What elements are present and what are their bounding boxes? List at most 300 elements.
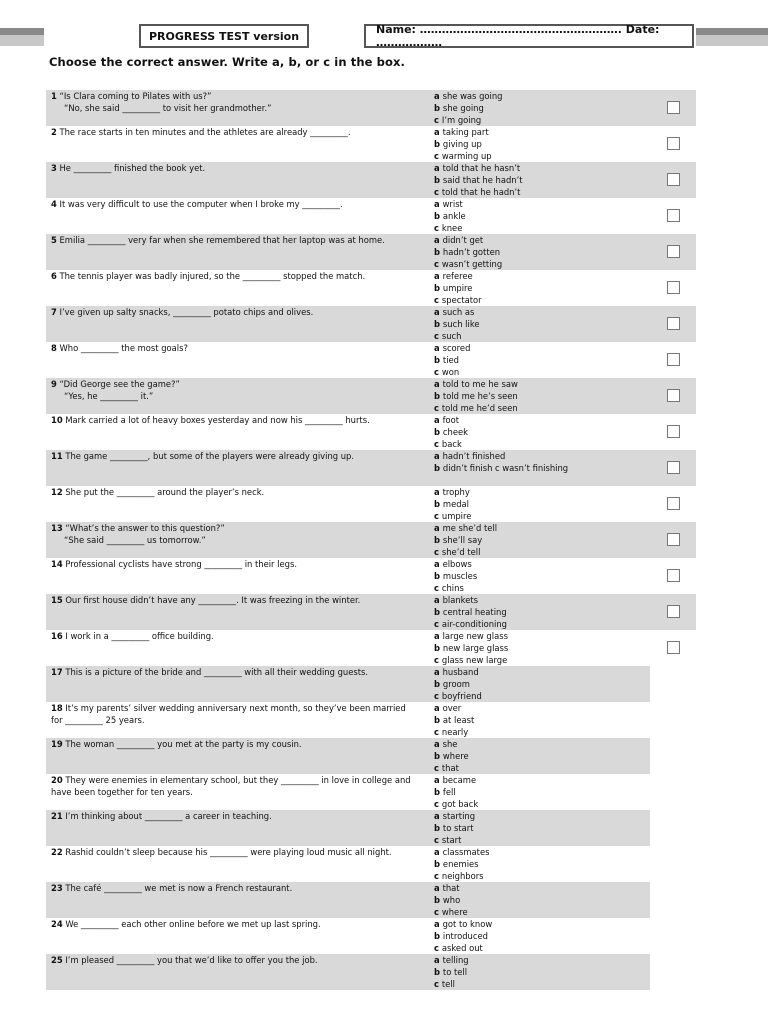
option-letter: b [434, 174, 443, 185]
question-row [46, 270, 696, 306]
option-letter: a [434, 919, 443, 929]
option-text: tell [441, 978, 455, 989]
question-row [46, 846, 696, 882]
option-text: hadn’t gotten [442, 246, 501, 257]
answer-box[interactable] [667, 605, 680, 618]
option-text: wasn’t getting [441, 258, 503, 269]
answer-box[interactable] [667, 317, 680, 330]
option-letter: b [434, 750, 443, 761]
question-prompt: I’ve given up salty snacks, _________ potato chips and olives. [59, 307, 314, 317]
question-prompt-line2: “She said _________ us tomorrow.” [64, 534, 206, 545]
option-c [434, 295, 634, 307]
question-text [51, 631, 419, 643]
answer-box[interactable] [667, 389, 680, 402]
option-letter: a [434, 343, 443, 353]
question-prompt-line2: “Yes, he _________ it.” [64, 390, 154, 401]
question-number: 17 [51, 667, 63, 677]
option-letter: a [434, 379, 443, 389]
option-letter: b [434, 426, 443, 437]
question-prompt: I’m thinking about _________ a career in teaching. [65, 811, 272, 821]
option-text: central heating [442, 606, 507, 617]
option-letter: b [434, 462, 443, 473]
question-prompt: The café _________ we met is now a French restaurant. [65, 883, 293, 893]
option-letter: a [434, 163, 443, 173]
option-text: didn’t get [442, 235, 484, 245]
question-number: 7 [51, 307, 57, 317]
question-prompt: It was very difficult to use the computer when I broke my _________. [59, 199, 343, 209]
question-row [46, 738, 650, 774]
answer-options [434, 91, 634, 126]
option-a [434, 271, 634, 283]
option-b [434, 535, 634, 547]
option-a [434, 919, 634, 931]
option-letter: c [434, 978, 442, 989]
answer-box[interactable] [667, 461, 680, 474]
option-b [434, 931, 634, 943]
answer-box[interactable] [667, 173, 680, 186]
answer-box[interactable] [667, 137, 680, 150]
option-letter: b [434, 858, 443, 869]
option-letter: b [434, 570, 443, 581]
question-text [51, 811, 419, 823]
answer-options [434, 415, 634, 450]
option-a [434, 775, 634, 787]
option-text: nearly [441, 726, 469, 737]
option-b [434, 211, 634, 223]
question-row [46, 954, 650, 990]
question-row [46, 162, 696, 198]
answer-box[interactable] [667, 497, 680, 510]
option-letter: b [434, 606, 443, 617]
option-letter: b [434, 642, 443, 653]
option-letter: c [434, 942, 442, 953]
option-c [434, 763, 634, 775]
answer-options [434, 703, 634, 738]
option-a [434, 703, 634, 715]
option-letter: a [434, 811, 443, 821]
option-letter: b [434, 318, 443, 329]
question-number: 24 [51, 919, 63, 929]
option-text: got back [441, 798, 479, 809]
question-row [46, 378, 696, 414]
question-prompt: The tennis player was badly injured, so the _________ stopped the match. [59, 271, 366, 281]
option-letter: a [434, 127, 443, 137]
answer-options [434, 883, 634, 918]
question-row [46, 810, 650, 846]
option-letter: c [434, 186, 442, 197]
answer-box[interactable] [667, 353, 680, 366]
option-text: introduced [442, 930, 488, 941]
option-letter: c [434, 834, 442, 845]
option-text: where [442, 750, 469, 761]
option-text: starting [442, 811, 476, 821]
option-c [434, 547, 634, 559]
option-c [434, 583, 634, 595]
option-a [434, 847, 634, 859]
question-number: 16 [51, 631, 63, 641]
question-number: 25 [51, 955, 63, 965]
question-prompt: This is a picture of the bride and _________ with all their wedding guests. [65, 667, 369, 677]
option-c [434, 115, 634, 127]
option-a [434, 379, 634, 391]
option-text: she’d tell [441, 546, 481, 557]
answer-options [434, 559, 634, 594]
option-a [434, 91, 634, 103]
option-text: scored [442, 343, 471, 353]
question-text [51, 127, 419, 139]
option-text: said that he hadn’t [442, 174, 523, 185]
question-number: 8 [51, 343, 57, 353]
option-text: to tell [442, 966, 468, 977]
question-prompt: The race starts in ten minutes and the athletes are already _________. [59, 127, 351, 137]
question-text [51, 163, 419, 175]
option-text: boyfriend [441, 690, 482, 701]
answer-options [434, 199, 634, 234]
answer-box[interactable] [667, 209, 680, 222]
option-letter: b [434, 282, 443, 293]
option-a [434, 235, 634, 247]
option-letter: a [434, 883, 443, 893]
question-text [51, 847, 419, 859]
option-text: that [442, 883, 460, 893]
option-c [434, 619, 634, 631]
option-text: husband [442, 667, 479, 677]
question-row [46, 450, 696, 486]
question-prompt: He _________ finished the book yet. [59, 163, 206, 173]
answer-options [434, 955, 634, 990]
question-prompt: The woman _________ you met at the party is my cousin. [65, 739, 302, 749]
answer-options [434, 379, 634, 414]
question-prompt: Rashid couldn’t sleep because his _________ were playing loud music all night. [65, 847, 392, 857]
answer-options [434, 343, 634, 378]
option-c [434, 403, 634, 415]
question-row [46, 666, 650, 702]
answer-options [434, 487, 634, 522]
option-text: me she’d tell [442, 523, 498, 533]
option-c [434, 259, 634, 271]
right-edge-bar [696, 28, 768, 46]
option-b [434, 247, 634, 259]
option-text: won [441, 366, 460, 377]
answer-box[interactable] [667, 101, 680, 114]
answer-options [434, 235, 634, 270]
question-number: 14 [51, 559, 63, 569]
question-number: 22 [51, 847, 63, 857]
option-b [434, 859, 634, 871]
option-letter: b [434, 714, 443, 725]
option-letter: c [434, 798, 442, 809]
option-letter: a [434, 271, 443, 281]
option-text: she was going [442, 91, 503, 101]
option-letter: a [434, 415, 443, 425]
option-text: cheek [442, 426, 468, 437]
question-number: 11 [51, 451, 63, 461]
answer-box[interactable] [667, 425, 680, 438]
question-number: 19 [51, 739, 63, 749]
option-b [434, 103, 634, 115]
question-prompt: The game _________, but some of the players were already giving up. [65, 451, 355, 461]
option-text: she [442, 739, 458, 749]
question-number: 5 [51, 235, 57, 245]
option-c [434, 151, 634, 163]
option-letter: b [434, 822, 443, 833]
question-text [51, 667, 419, 679]
option-text: didn’t finish c wasn’t finishing [442, 462, 569, 473]
option-letter: b [434, 390, 443, 401]
option-a [434, 955, 634, 967]
option-letter: b [434, 678, 443, 689]
option-c [434, 691, 634, 703]
option-text: who [442, 894, 461, 905]
option-text: referee [442, 271, 473, 281]
option-text: fell [442, 786, 456, 797]
option-text: such [441, 330, 462, 341]
question-text [51, 379, 419, 403]
option-b [434, 715, 634, 727]
option-letter: c [434, 438, 442, 449]
option-a [434, 415, 634, 427]
option-letter: b [434, 102, 443, 113]
option-letter: c [434, 762, 442, 773]
option-text: umpire [442, 282, 473, 293]
option-letter: a [434, 451, 443, 461]
option-text: foot [442, 415, 460, 425]
option-letter: a [434, 667, 443, 677]
option-letter: b [434, 966, 443, 977]
option-b [434, 571, 634, 583]
question-prompt: They were enemies in elementary school, but they _________ in love in college and have been together for ten years. [51, 775, 411, 797]
answer-box[interactable] [667, 281, 680, 294]
name-date-field[interactable]: Name: ………………………………………………. Date: ……………… [364, 24, 694, 48]
option-letter: a [434, 199, 443, 209]
option-a [434, 199, 634, 211]
question-row [46, 594, 696, 630]
answer-box[interactable] [667, 641, 680, 654]
option-b [434, 823, 634, 835]
answer-options [434, 811, 634, 846]
option-a [434, 343, 634, 355]
question-row [46, 90, 696, 126]
option-text: enemies [442, 858, 479, 869]
option-c [434, 367, 634, 379]
option-letter: a [434, 703, 443, 713]
question-row [46, 306, 696, 342]
option-letter: c [434, 222, 442, 233]
question-row [46, 486, 696, 522]
option-c [434, 655, 634, 667]
option-a [434, 163, 634, 175]
option-letter: a [434, 523, 443, 533]
option-b [434, 787, 634, 799]
option-b [434, 607, 634, 619]
question-row [46, 774, 696, 810]
option-text: told that he hadn’t [441, 186, 521, 197]
option-text: classmates [442, 847, 490, 857]
answer-options [434, 775, 634, 810]
option-text: medal [442, 498, 470, 509]
option-text: new large glass [442, 642, 509, 653]
option-text: over [442, 703, 462, 713]
option-text: wrist [442, 199, 463, 209]
option-a [434, 883, 634, 895]
option-b [434, 967, 634, 979]
question-prompt: “Did George see the game?” [59, 379, 180, 389]
question-prompt: Emilia _________ very far when she remembered that her laptop was at home. [59, 235, 385, 245]
question-prompt: “What’s the answer to this question?” [65, 523, 225, 533]
question-number: 13 [51, 523, 63, 533]
question-number: 4 [51, 199, 57, 209]
question-number: 10 [51, 415, 63, 425]
question-number: 2 [51, 127, 57, 137]
question-text [51, 919, 419, 931]
answer-options [434, 307, 634, 342]
question-text [51, 523, 419, 547]
option-text: groom [442, 678, 470, 689]
option-c [434, 511, 634, 523]
option-b [434, 391, 634, 403]
question-prompt: I work in a _________ office building. [65, 631, 214, 641]
question-text [51, 91, 419, 115]
answer-options [434, 271, 634, 306]
question-number: 3 [51, 163, 57, 173]
answer-box[interactable] [667, 245, 680, 258]
option-letter: a [434, 91, 443, 101]
option-text: got to know [442, 919, 493, 929]
option-b [434, 751, 634, 763]
question-prompt: It’s my parents’ silver wedding anniversary next month, so they’ve been married for _________ 25 years. [51, 703, 406, 725]
option-text: giving up [442, 138, 482, 149]
option-letter: a [434, 775, 443, 785]
question-text [51, 415, 419, 427]
option-letter: c [434, 510, 442, 521]
option-letter: a [434, 955, 443, 965]
option-text: told to me he saw [442, 379, 518, 389]
option-letter: b [434, 894, 443, 905]
option-letter: a [434, 307, 443, 317]
option-letter: c [434, 582, 442, 593]
option-letter: c [434, 294, 442, 305]
option-letter: c [434, 402, 442, 413]
option-text: back [441, 438, 462, 449]
option-letter: a [434, 487, 443, 497]
option-letter: b [434, 354, 443, 365]
option-b [434, 283, 634, 295]
option-c [434, 223, 634, 235]
option-letter: a [434, 559, 443, 569]
instructions: Choose the correct answer. Write a, b, or c in the box. [49, 55, 405, 69]
option-text: hadn’t finished [442, 451, 506, 461]
option-text: telling [442, 955, 469, 965]
option-text: elbows [442, 559, 472, 569]
option-text: told me he’s seen [442, 390, 518, 401]
question-prompt: Mark carried a lot of heavy boxes yesterday and now his _________ hurts. [65, 415, 370, 425]
question-row [46, 630, 696, 666]
question-number: 9 [51, 379, 57, 389]
question-prompt: “Is Clara coming to Pilates with us?” [59, 91, 212, 101]
answer-box[interactable] [667, 533, 680, 546]
option-a [434, 127, 634, 139]
option-a [434, 667, 634, 679]
option-b [434, 679, 634, 691]
option-text: knee [441, 222, 463, 233]
option-text: at least [442, 714, 475, 725]
answer-options [434, 631, 634, 666]
option-text: told that he hasn’t [442, 163, 521, 173]
option-text: such like [442, 318, 480, 329]
option-letter: c [434, 114, 442, 125]
question-number: 1 [51, 91, 57, 101]
option-text: spectator [441, 294, 482, 305]
option-a [434, 595, 634, 607]
question-list [46, 90, 696, 990]
question-number: 6 [51, 271, 57, 281]
question-text [51, 595, 419, 607]
question-prompt: We _________ each other online before we met up last spring. [65, 919, 321, 929]
question-row [46, 882, 650, 918]
option-letter: b [434, 138, 443, 149]
option-text: muscles [442, 570, 478, 581]
option-text: chins [441, 582, 464, 593]
option-c [434, 331, 634, 343]
option-c [434, 943, 634, 955]
option-c [434, 799, 634, 811]
left-edge-bar [0, 28, 44, 46]
option-letter: c [434, 870, 442, 881]
question-row [46, 522, 696, 558]
option-letter: a [434, 631, 443, 641]
question-number: 20 [51, 775, 63, 785]
option-letter: a [434, 847, 443, 857]
option-a [434, 739, 634, 751]
option-b [434, 895, 634, 907]
option-letter: b [434, 498, 443, 509]
option-c [434, 727, 634, 739]
question-number: 15 [51, 595, 63, 605]
question-row [46, 702, 696, 738]
answer-box[interactable] [667, 569, 680, 582]
option-text: she’ll say [442, 534, 483, 545]
option-text: I’m going [441, 114, 482, 125]
question-number: 21 [51, 811, 63, 821]
question-row [46, 126, 696, 162]
option-text: she going [442, 102, 484, 113]
option-text: warming up [441, 150, 492, 161]
option-text: told me he’d seen [441, 402, 518, 413]
answer-options [434, 739, 634, 774]
option-b [434, 319, 634, 331]
option-c [434, 907, 634, 919]
option-letter: b [434, 930, 443, 941]
option-c [434, 835, 634, 847]
question-prompt: She put the _________ around the player’s neck. [65, 487, 265, 497]
option-text: large new glass [442, 631, 508, 641]
question-text [51, 343, 419, 355]
answer-options [434, 847, 634, 882]
option-text: taking part [442, 127, 489, 137]
option-text: glass new large [441, 654, 508, 665]
option-letter: c [434, 150, 442, 161]
option-a [434, 811, 634, 823]
option-letter: c [434, 330, 442, 341]
option-letter: c [434, 366, 442, 377]
question-prompt: I’m pleased _________ you that we’d like to offer you the job. [65, 955, 318, 965]
question-text [51, 487, 419, 499]
option-letter: c [434, 906, 442, 917]
question-prompt: Our first house didn’t have any _________. It was freezing in the winter. [65, 595, 361, 605]
answer-options [434, 163, 634, 198]
question-number: 12 [51, 487, 63, 497]
option-b [434, 175, 634, 187]
